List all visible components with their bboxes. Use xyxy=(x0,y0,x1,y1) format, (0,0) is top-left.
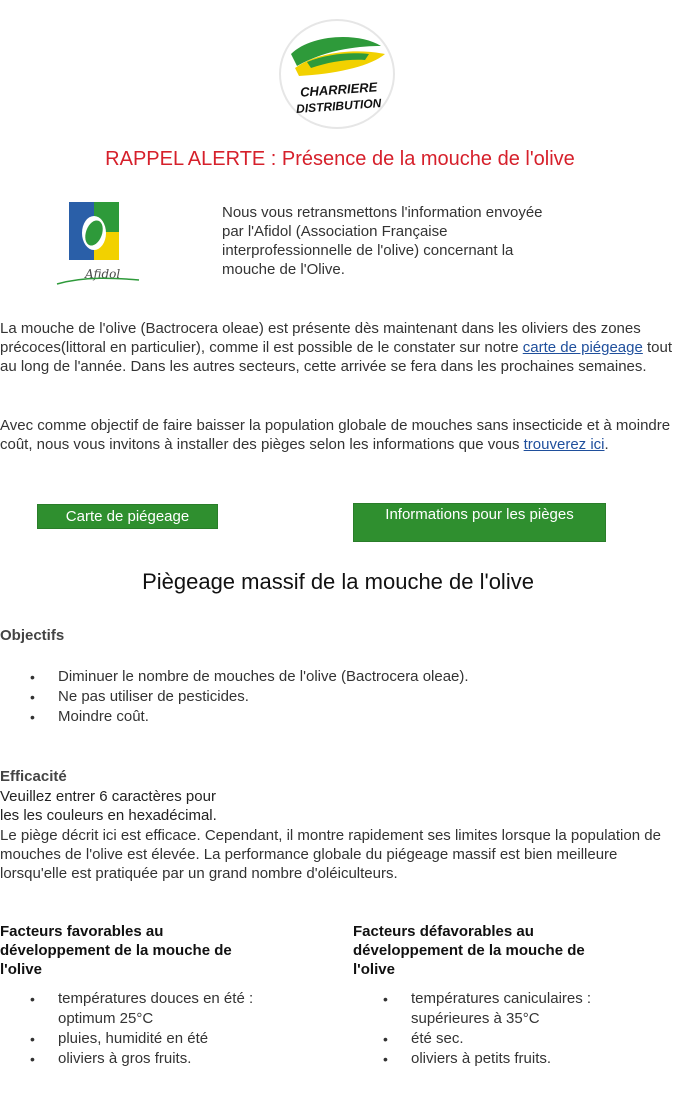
info-link[interactable]: trouverez ici xyxy=(523,436,605,453)
trap-map-button[interactable]: Carte de piégeage xyxy=(37,504,218,529)
list-item: • Moindre coût. xyxy=(0,707,680,727)
list-item: • oliviers à petits fruits. xyxy=(353,1049,633,1069)
list-item: • été sec. xyxy=(353,1029,633,1049)
objectifs-list xyxy=(0,667,680,727)
objectifs-heading: Objectifs xyxy=(0,627,65,644)
list-item: • oliviers à gros fruits. xyxy=(0,1049,270,1069)
alert-title: RAPPEL ALERTE : Présence de la mouche de l'olive xyxy=(105,148,575,170)
favorables-heading: Facteurs favorables au développement de la mouche de l'olive xyxy=(0,923,232,978)
favorables-list xyxy=(0,989,270,1069)
list-item: • Diminuer le nombre de mouches de l'olive (Bactrocera oleae). xyxy=(0,667,680,687)
paragraph-presence: La mouche de l'olive (Bactrocera oleae) est présente dès maintenant dans les oliviers des zones précoces(littoral en particulier), comme il est possible de le constater sur notre carte de piégeage tout au long de l'année. Dans les autres secteurs, cette arrivée se fera dans les prochaines semaines. xyxy=(0,320,673,375)
charriere-distribution-logo xyxy=(277,18,397,130)
efficacite-heading: Efficacité xyxy=(0,768,67,785)
afidol-label: Afidol xyxy=(85,267,121,281)
trap-info-button[interactable]: Informations pour les pièges xyxy=(353,503,606,542)
logo-line1: CHARRIERE xyxy=(299,79,378,100)
efficacite-note-2: les les couleurs en hexadécimal. xyxy=(0,807,217,824)
list-item: • pluies, humidité en été xyxy=(0,1029,270,1049)
defavorables-heading: Facteurs défavorables au développement de la mouche de l'olive xyxy=(353,923,585,978)
list-item: • Ne pas utiliser de pesticides. xyxy=(0,687,680,707)
afidol-logo xyxy=(55,200,141,292)
efficacite-note-1: Veuillez entrer 6 caractères pour xyxy=(0,788,216,805)
paragraph-objective: Avec comme objectif de faire baisser la population globale de mouches sans insecticide et à moindre coût, nous vous invitons à installer des pièges selon les informations que vous trouverez ici. xyxy=(0,417,671,453)
list-item: • températures douces en été : optimum 25°C xyxy=(0,989,270,1029)
logo-line2: DISTRIBUTION xyxy=(295,96,382,116)
efficacite-text: Le piège décrit ici est efficace. Cependant, il montre rapidement ses limites lorsque la population de mouches de l'olive est élevée. La performance globale du piégeage massif est bien meilleure lorsqu'elle est pratiquée par un grand nombre d'oléiculteurs. xyxy=(0,827,661,882)
section-title: Piègeage massif de la mouche de l'olive xyxy=(142,569,534,594)
defavorables-list xyxy=(353,989,633,1069)
list-item: • températures caniculaires : supérieures à 35°C xyxy=(353,989,633,1029)
trap-map-link[interactable]: carte de piégeage xyxy=(522,339,643,356)
intro-text: Nous vous retransmettons l'information envoyée par l'Afidol (Association Française interprofessionnelle de l'olive) concernant la mouche de l'Olive. xyxy=(222,204,543,278)
